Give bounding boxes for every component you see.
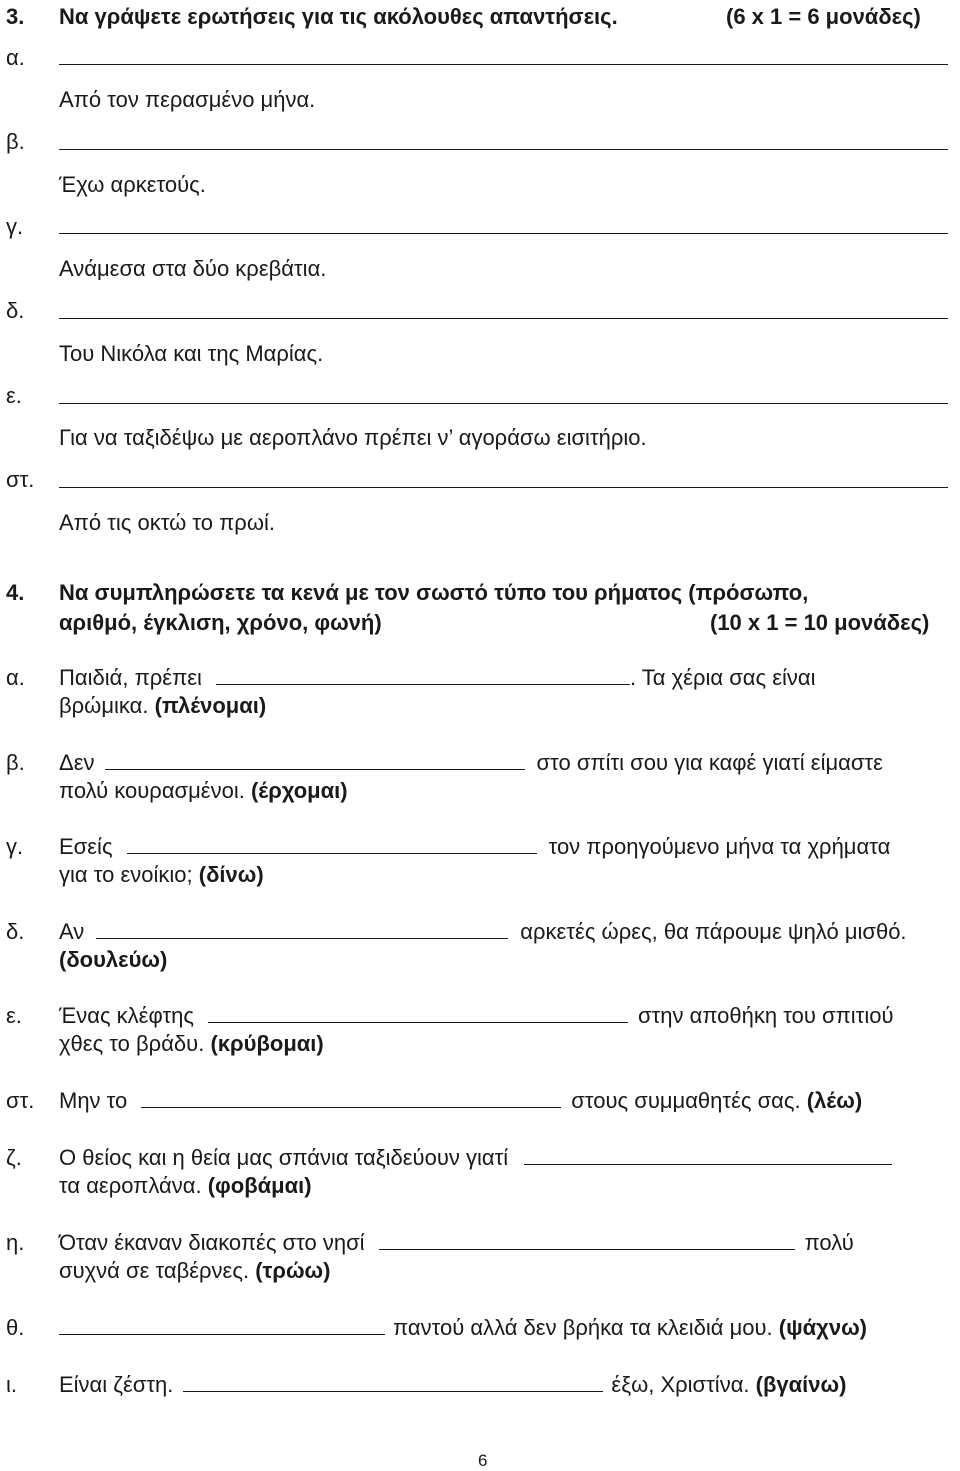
s4-label-e: ε.: [6, 1003, 22, 1028]
page-number: 6: [478, 1451, 488, 1470]
section4-points: (10 x 1 = 10 μονάδες): [710, 610, 930, 635]
s4-verb-th: (ψάχνω): [778, 1315, 867, 1340]
s4-item-b-line2: πολύ κουρασμένοι. (έρχομαι): [59, 778, 348, 803]
s3-label-b: β.: [6, 129, 25, 154]
s4-item-a-line2: βρώμικα. (πλένομαι): [59, 693, 267, 718]
s4-label-d: δ.: [6, 919, 25, 944]
s3-label-d: δ.: [6, 298, 25, 323]
s4-blank-d[interactable]: [96, 936, 508, 939]
s4-label-th: θ.: [6, 1315, 25, 1340]
s4-item-e-line2: χθες το βράδυ. (κρύβομαι): [59, 1031, 324, 1056]
s3-answer-d: Του Νικόλα και της Μαρίας.: [59, 341, 324, 366]
section3-points: (6 x 1 = 6 μονάδες): [726, 4, 921, 29]
s4-verb-z: (φοβάμαι): [207, 1173, 312, 1198]
section4-title-line1: Να συμπληρώσετε τα κενά με τον σωστό τύπο του ρήματος (πρόσωπο,: [59, 580, 809, 605]
section3-number: 3.: [6, 4, 25, 29]
s4-label-st: στ.: [6, 1088, 35, 1113]
s4-item-st-text: Μην το στους συμμαθητές σας. (λέω): [59, 1088, 863, 1113]
s3-label-a: α.: [6, 45, 25, 70]
s4-blank-e[interactable]: [208, 1020, 628, 1023]
s4-verb-c: (δίνω): [198, 862, 264, 887]
s4-blank-th[interactable]: [59, 1332, 385, 1335]
s3-answer-c: Ανάμεσα στα δύο κρεβάτια.: [59, 256, 327, 281]
s3-answer-line-st[interactable]: [59, 487, 948, 488]
s4-verb-b: (έρχομαι): [250, 778, 348, 803]
s4-item-th-text: παντού αλλά δεν βρήκα τα κλειδιά μου. (ψάχνω): [59, 1317, 867, 1339]
s4-item-h-text: Όταν έκαναν διακοπές στο νησί πολύ: [59, 1230, 854, 1255]
s3-label-st: στ.: [6, 467, 35, 492]
s4-item-c-line2: για το ενοίκιο; (δίνω): [59, 862, 264, 887]
s4-label-a: α.: [6, 665, 25, 690]
s4-item-a-text: Παιδιά, πρέπει . Τα χέρια σας είναι: [59, 665, 816, 690]
s4-blank-a[interactable]: [216, 682, 630, 685]
s4-label-b: β.: [6, 750, 25, 775]
s4-item-c-text: Εσείς τον προηγούμενο μήνα τα χρήματα: [59, 834, 891, 859]
s3-answer-line-d[interactable]: [59, 318, 948, 319]
s3-answer-a: Από τον περασμένο μήνα.: [59, 87, 316, 112]
s4-verb-e: (κρύβομαι): [210, 1031, 324, 1056]
section4-title-line2: αριθμό, έγκλιση, χρόνο, φωνή): [59, 610, 382, 635]
s4-blank-z[interactable]: [524, 1162, 892, 1165]
s4-blank-i[interactable]: [183, 1389, 603, 1392]
s4-blank-st[interactable]: [141, 1105, 561, 1108]
s4-item-z-line2: τα αεροπλάνα. (φοβάμαι): [59, 1173, 312, 1198]
s4-item-i-text: Είναι ζέστη. έξω, Χριστίνα. (βγαίνω): [59, 1372, 847, 1397]
s4-blank-b[interactable]: [105, 767, 525, 770]
s4-verb-st: (λέω): [806, 1088, 863, 1113]
s3-answer-e: Για να ταξιδέψω με αεροπλάνο πρέπει ν’ αγοράσω εισιτήριο.: [59, 425, 647, 450]
s3-answer-line-b[interactable]: [59, 149, 948, 150]
s4-label-z: ζ.: [6, 1145, 22, 1170]
s4-verb-h: (τρώω): [255, 1258, 331, 1283]
section4-number: 4.: [6, 580, 25, 605]
section3-title: Να γράψετε ερωτήσεις για τις ακόλουθες απαντήσεις.: [59, 4, 618, 29]
s4-verb-i: (βγαίνω): [755, 1372, 847, 1397]
s3-label-e: ε.: [6, 383, 22, 408]
s4-blank-h[interactable]: [379, 1247, 795, 1250]
s3-answer-line-e[interactable]: [59, 403, 948, 404]
s4-label-h: η.: [6, 1230, 25, 1255]
s4-item-h-line2: συχνά σε ταβέρνες. (τρώω): [59, 1258, 331, 1283]
s4-item-d-text: Αν αρκετές ώρες, θα πάρουμε ψηλό μισθό.: [59, 919, 907, 944]
s4-label-i: ι.: [6, 1372, 17, 1397]
s3-label-c: γ.: [6, 214, 24, 239]
s4-verb-d: (δουλεύω): [59, 947, 168, 972]
s4-item-z-text: Ο θείος και η θεία μας σπάνια ταξιδεύουν γιατί: [59, 1147, 896, 1169]
s4-item-e-text: Ένας κλέφτης στην αποθήκη του σπιτιού: [59, 1003, 894, 1028]
s3-answer-line-c[interactable]: [59, 233, 948, 234]
s4-blank-c[interactable]: [127, 851, 537, 854]
s3-answer-line-a[interactable]: [59, 64, 948, 65]
s3-answer-b: Έχω αρκετούς.: [59, 172, 206, 197]
s4-label-c: γ.: [6, 834, 24, 859]
s4-item-b-text: Δεν στο σπίτι σου για καφέ γιατί είμαστε: [59, 750, 883, 775]
s3-answer-st: Από τις οκτώ το πρωί.: [59, 510, 275, 535]
s4-verb-a: (πλένομαι): [154, 693, 267, 718]
